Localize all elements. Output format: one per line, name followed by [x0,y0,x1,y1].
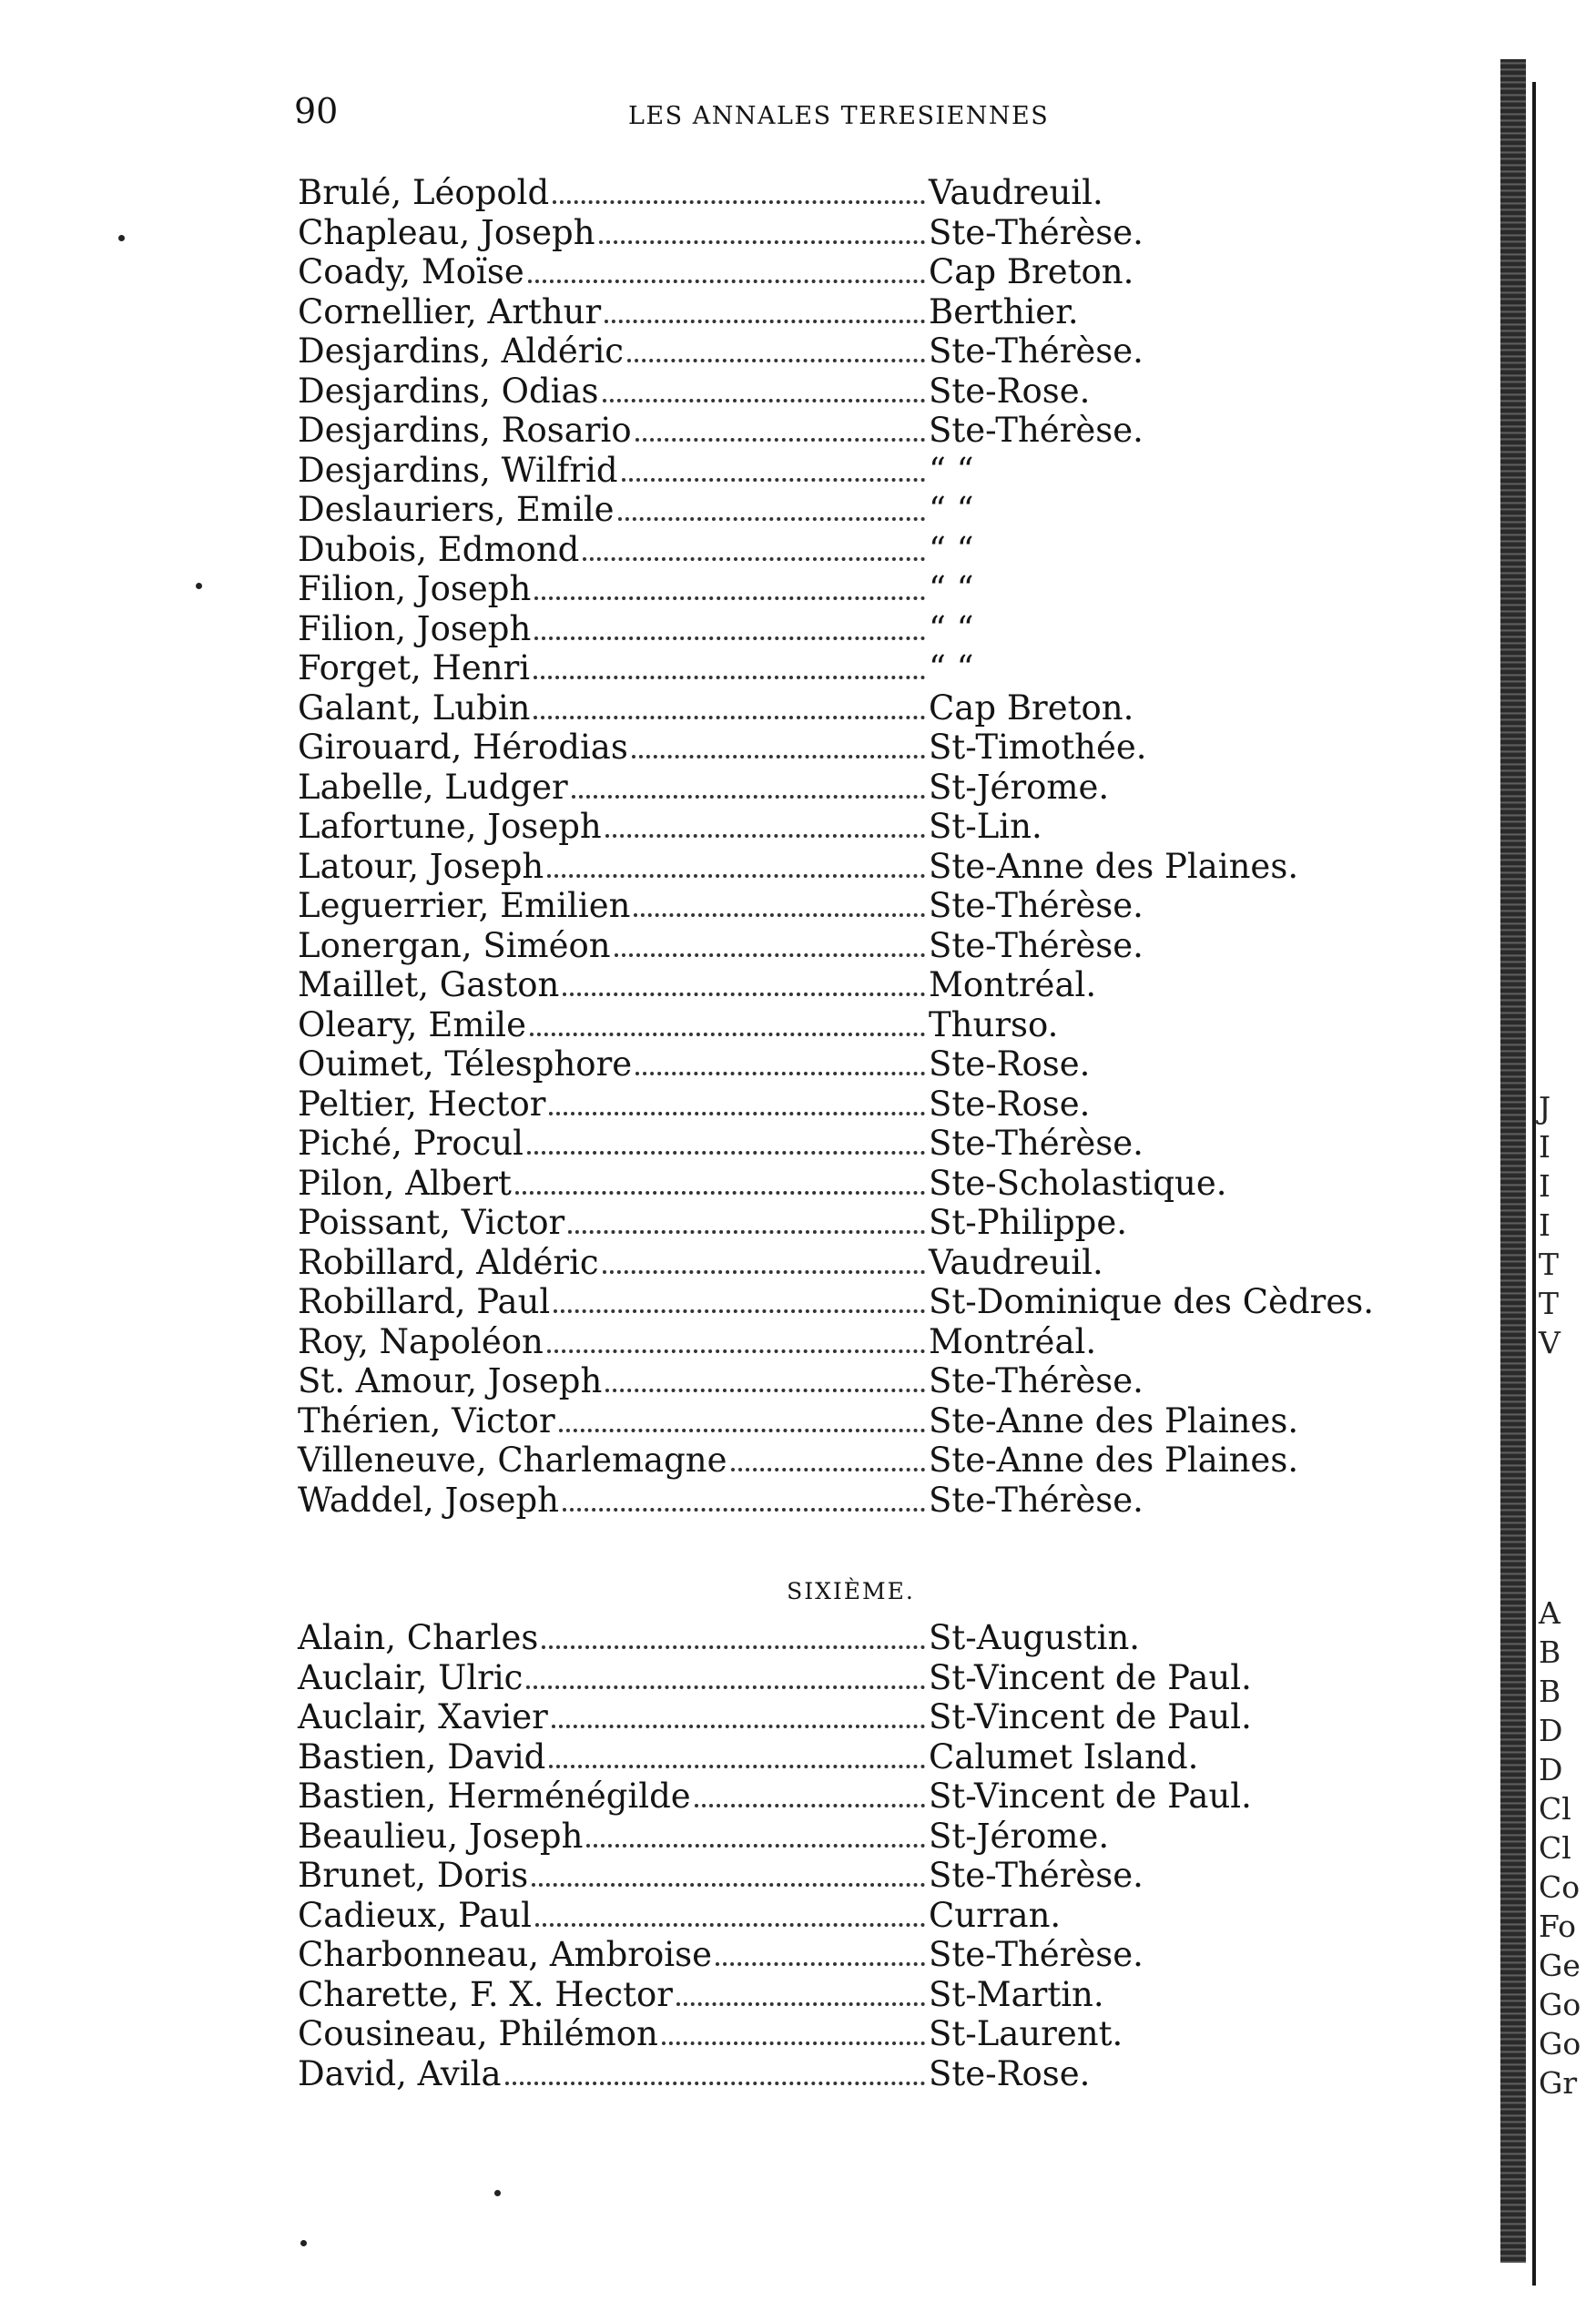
dot-leader [534,667,925,679]
list-entry [298,451,1481,491]
section-heading [0,1578,1596,1604]
hometown: Ste-Thérèse. [929,886,1144,925]
list-entry [298,1243,1481,1283]
facing-page-letter: B [1539,1674,1561,1709]
student-name: Desjardins, Wilfrid [298,450,618,490]
dot-leader [695,1795,925,1807]
list-entry [298,1935,1481,1975]
list-entry [298,490,1481,530]
facing-page-letter: Go [1539,2026,1581,2062]
list-entry [298,768,1481,808]
student-name: Desjardins, Aldéric [298,331,625,371]
hometown: Ste-Scholastique. [929,1163,1227,1203]
hometown: St-Vincent de Paul. [929,1777,1252,1816]
hometown: Thurso. [929,1004,1059,1044]
dot-leader [534,627,925,640]
facing-page-letter: V [1539,1325,1560,1360]
list-entry [298,292,1481,332]
facing-page-letter: I [1539,1129,1551,1165]
student-name: Waddel, Joseph [298,1480,560,1520]
list-entry [298,1777,1481,1817]
student-name: Beaulieu, Joseph [298,1816,584,1856]
hometown: Ste-Thérèse. [929,212,1144,252]
hometown: “ “ [929,648,974,687]
hometown: “ “ [929,608,974,648]
dot-leader [535,1914,925,1927]
student-name: Piché, Procul [298,1124,524,1163]
page-number: 90 [294,91,339,131]
facing-page-letter: Cl [1539,1830,1571,1866]
hometown: Ste-Anne des Plaines. [929,846,1299,886]
facing-page-letter: Co [1539,1869,1581,1905]
hometown: Ste-Thérèse. [929,1124,1144,1163]
hometown: Ste-Thérèse. [929,1935,1144,1974]
facing-page-letter: T [1539,1247,1560,1282]
hometown: Ste-Rose. [929,1044,1091,1084]
student-name: Lafortune, Joseph [298,807,602,846]
list-entry [298,1856,1481,1896]
hometown: “ “ [929,450,974,490]
student-name: Pilon, Albert [298,1163,512,1203]
student-name: Galant, Lubin [298,687,531,728]
dot-leader [549,1103,925,1115]
list-entry [298,886,1481,926]
student-name: Oleary, Emile [298,1004,526,1044]
ink-speck [118,235,125,241]
ink-speck [196,583,202,589]
list-entry [298,1005,1481,1045]
student-name: Cornellier, Arthur [298,291,602,331]
student-name: Latour, Joseph [298,846,544,886]
list-entry [298,331,1481,372]
running-title: LES ANNALES TERESIENNES [628,102,1050,130]
list-entry [298,569,1481,609]
dot-leader [605,825,925,838]
student-name: Charette, F. X. Hector [298,1974,673,2014]
student-name: Bastien, Herménégilde [298,1777,691,1816]
hometown: Ste-Thérèse. [929,331,1144,371]
hometown: Ste-Thérèse. [929,1480,1144,1520]
list-entry [298,252,1481,292]
student-list-sixieme [298,1618,1481,2093]
dot-leader [530,1023,925,1036]
list-entry [298,728,1481,768]
list-entry [298,1618,1481,1658]
list-entry [298,1322,1481,1362]
list-entry [298,173,1481,213]
dot-leader [534,587,925,600]
dot-leader [527,1142,925,1155]
student-name: Deslauriers, Emile [298,490,615,529]
list-entry [298,926,1481,966]
facing-page-letters-upper [1539,1088,1560,1362]
dot-leader [635,429,925,442]
dot-leader [554,1300,925,1313]
hometown: Berthier. [929,291,1079,331]
hometown: St-Jérome. [929,1816,1110,1856]
list-entry [298,1737,1481,1777]
dot-leader [552,1716,925,1728]
dot-leader [605,1380,925,1392]
facing-page-letters-lower [1539,1593,1581,2102]
dot-leader [526,1676,925,1689]
list-entry [298,2054,1481,2094]
hometown: St-Philippe. [929,1203,1127,1242]
hometown: St-Lin. [929,807,1042,846]
hometown: St-Timothée. [929,728,1147,767]
dot-leader [534,707,925,719]
dot-leader [559,1420,925,1432]
student-name: Desjardins, Odias [298,371,599,411]
dot-leader [599,231,925,244]
hometown: Ste-Anne des Plaines. [929,1400,1299,1441]
hometown: St-Vincent de Paul. [929,1697,1252,1736]
student-name: Labelle, Ludger [298,767,568,807]
dot-leader [716,1953,925,1966]
student-name: Robillard, Aldéric [298,1242,599,1282]
list-entry [298,411,1481,451]
student-name: Auclair, Xavier [298,1697,548,1736]
facing-page-letter: Cl [1539,1791,1571,1827]
hometown: St-Vincent de Paul. [929,1657,1252,1697]
facing-page-letter: I [1539,1168,1551,1204]
list-entry [298,1044,1481,1084]
dot-leader [603,1261,925,1274]
facing-page-letter: Ge [1539,1948,1581,1983]
facing-page-letter: I [1539,1207,1551,1243]
student-name: Brulé, Léopold [298,173,550,212]
ink-speck [494,2190,501,2196]
student-name: Brunet, Doris [298,1856,529,1895]
list-entry [298,1084,1481,1125]
dot-leader [553,191,925,204]
dot-leader [583,548,925,561]
hometown: Calumet Island. [929,1736,1199,1777]
student-name: Lonergan, Siméon [298,925,611,965]
student-name: St. Amour, Joseph [298,1361,603,1400]
list-entry [298,1361,1481,1401]
list-entry [298,372,1481,412]
hometown: St-Augustin. [929,1618,1141,1657]
facing-page-letter: Go [1539,1987,1581,2022]
student-name: Alain, Charles [298,1618,539,1657]
hometown: “ “ [929,529,974,569]
student-name: Auclair, Ulric [298,1657,524,1697]
dot-leader [731,1459,925,1471]
list-entry [298,1203,1481,1243]
facing-page-letter: Fo [1539,1909,1576,1944]
student-name: Desjardins, Rosario [298,411,632,450]
list-entry [298,1975,1481,2015]
dot-leader [627,350,925,362]
hometown: St-Jérome. [929,767,1110,807]
student-name: Coady, Moïse [298,252,524,291]
dot-leader [547,865,925,878]
dot-leader [568,1221,925,1234]
hometown: Ste-Anne des Plaines. [929,1441,1299,1480]
dot-leader [542,1636,925,1649]
student-name: Roy, Napoléon [298,1321,544,1361]
list-entry [298,1401,1481,1441]
dot-leader [622,469,925,482]
list-entry [298,847,1481,887]
facing-page-letter: Gr [1539,2065,1578,2101]
dot-leader [505,2072,925,2085]
hometown: Ste-Thérèse. [929,1856,1144,1895]
student-name: Thérien, Victor [298,1400,555,1441]
facing-page-edge [1532,82,1536,2286]
student-name: Filion, Joseph [298,608,532,648]
list-entry [298,965,1481,1005]
list-entry [298,1282,1481,1322]
facing-page-letter: A [1539,1595,1560,1631]
list-entry [298,213,1481,253]
student-name: Leguerrier, Emilien [298,886,631,925]
hometown: St-Dominique des Cèdres. [929,1282,1374,1321]
list-entry [298,1817,1481,1857]
facing-page-letter: D [1539,1713,1563,1748]
list-entry [298,530,1481,570]
hometown: Ste-Rose. [929,1084,1091,1124]
hometown: “ “ [929,569,974,608]
hometown: Ste-Thérèse. [929,411,1144,450]
dot-leader [662,2032,925,2045]
student-name: Villeneuve, Charlemagne [298,1441,727,1480]
dot-leader [618,508,925,521]
student-name: Ouimet, Télesphore [298,1044,633,1084]
hometown: Montréal. [929,965,1097,1004]
student-name: Forget, Henri [298,648,531,687]
student-name: Cousineau, Philémon [298,2014,658,2053]
dot-leader [632,746,925,759]
dot-leader [572,786,925,799]
hometown: Cap Breton. [929,687,1134,728]
binding-gutter [1500,59,1526,2263]
dot-leader [586,1835,925,1848]
dot-leader [532,1874,925,1887]
facing-page-letter: D [1539,1752,1563,1787]
list-entry [298,1697,1481,1737]
facing-page-letter: T [1539,1286,1560,1321]
dot-leader [605,311,925,323]
dot-leader [634,904,925,917]
facing-page-letter: J [1539,1090,1551,1125]
dot-leader [549,1756,925,1768]
ink-speck [300,2240,307,2246]
hometown: St-Martin. [929,1974,1104,2014]
student-name: David, Avila [298,2053,502,2093]
hometown: Curran. [929,1895,1062,1935]
student-name: Robillard, Paul [298,1282,551,1321]
hometown: Cap Breton. [929,252,1134,291]
dot-leader [547,1340,925,1353]
student-name: Peltier, Hector [298,1084,546,1124]
student-name: Chapleau, Joseph [298,212,595,252]
list-entry [298,1896,1481,1936]
student-name: Maillet, Gaston [298,965,560,1004]
student-name: Charbonneau, Ambroise [298,1935,712,1974]
list-entry [298,1164,1481,1204]
student-list-upper [298,173,1481,1520]
list-entry [298,648,1481,688]
list-entry [298,2014,1481,2054]
student-name: Cadieux, Paul [298,1895,532,1935]
dot-leader [635,1063,925,1075]
hometown: Ste-Thérèse. [929,1361,1144,1400]
list-entry [298,1481,1481,1521]
hometown: Ste-Rose. [929,2053,1091,2093]
list-entry [298,1441,1481,1481]
dot-leader [563,983,925,996]
section-heading-text: SIXIÈME. [787,1578,915,1604]
dot-leader [528,270,925,283]
student-name: Girouard, Hérodias [298,728,628,767]
student-name: Bastien, David [298,1736,546,1777]
dot-leader [563,1499,925,1512]
dot-leader [603,390,925,402]
dot-leader [515,1182,925,1195]
dot-leader [615,944,925,957]
list-entry [298,1124,1481,1164]
student-name: Filion, Joseph [298,569,532,608]
list-entry [298,609,1481,649]
hometown: “ “ [929,490,974,529]
student-name: Poissant, Victor [298,1203,565,1242]
hometown: Ste-Thérèse. [929,925,1144,965]
page-header [0,91,1596,146]
list-entry [298,807,1481,847]
hometown: Ste-Rose. [929,371,1091,411]
hometown: Vaudreuil. [929,173,1103,212]
list-entry [298,688,1481,728]
student-name: Dubois, Edmond [298,529,580,569]
list-entry [298,1658,1481,1698]
hometown: St-Laurent. [929,2014,1123,2053]
facing-page-letter: B [1539,1634,1561,1670]
hometown: Vaudreuil. [929,1242,1103,1282]
hometown: Montréal. [929,1321,1097,1361]
dot-leader [676,1993,925,2006]
